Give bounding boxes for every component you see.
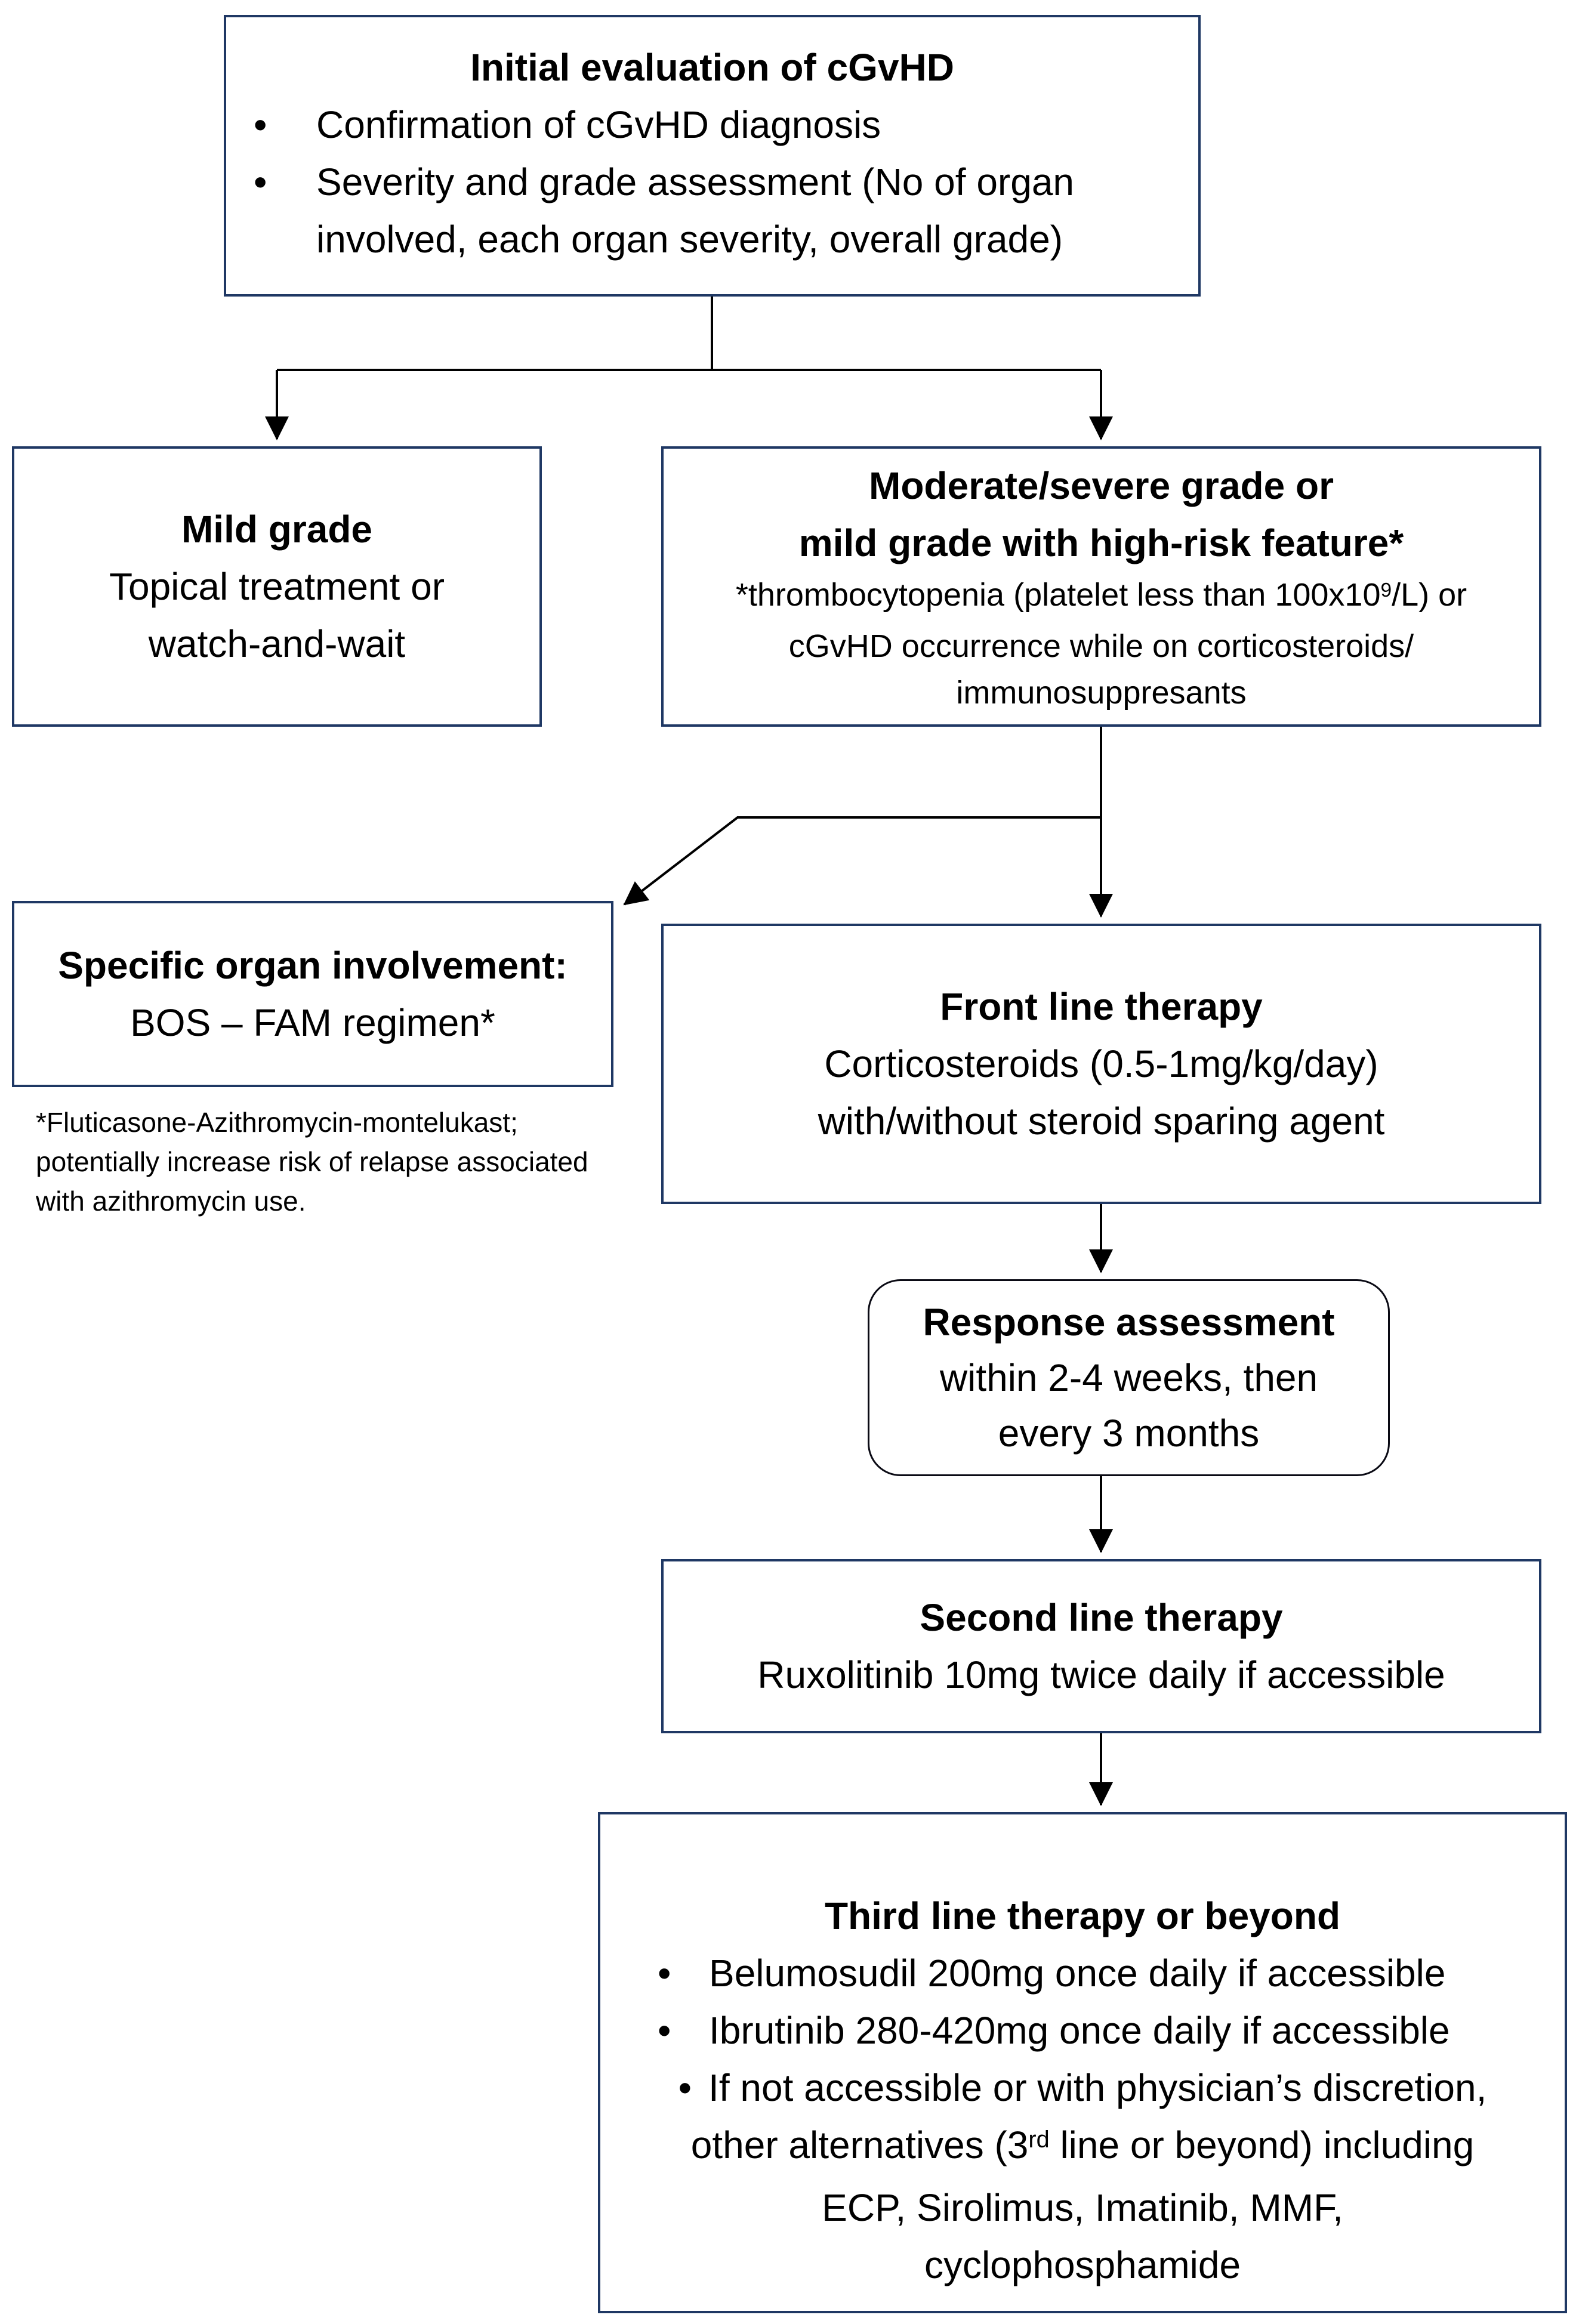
moderate-severe-box xyxy=(661,446,1541,727)
initial-evaluation-title: Initial evaluation of cGvHD xyxy=(470,46,954,89)
third-line-bullet-2 xyxy=(600,2002,1565,2059)
superscript-rd: rd xyxy=(1028,2127,1050,2153)
bullet-icon: • xyxy=(658,2009,671,2052)
specific-organ-title: Specific organ involvement: xyxy=(58,944,568,987)
specific-organ-box xyxy=(12,901,613,1087)
moderate-note xyxy=(687,572,1515,716)
third-line-therapy-box xyxy=(598,1812,1567,2313)
third-line-bullet-2-text: Ibrutinib 280-420mg once daily if accessible xyxy=(709,2009,1450,2052)
initial-evaluation-box xyxy=(224,15,1201,297)
bullet-icon: • xyxy=(678,2066,692,2109)
moderate-note-text-cont: /L) or cGvHD occurrence while on corticosteroids/ immunosuppresants xyxy=(788,577,1467,711)
second-line-therapy-box xyxy=(661,1559,1541,1733)
mild-grade-line-1: Topical treatment or xyxy=(109,565,445,608)
third-line-title: Third line therapy or beyond xyxy=(824,1894,1341,1937)
moderate-title-line-2: mild grade with high-risk feature* xyxy=(798,521,1404,564)
initial-bullet-1-text: Confirmation of cGvHD diagnosis xyxy=(316,103,881,146)
initial-bullet-2-text: Severity and grade assessment (No of organ involved, each organ severity, overall grade) xyxy=(316,161,1074,261)
mild-grade-line-2: watch-and-wait xyxy=(148,622,406,665)
bullet-icon: • xyxy=(254,161,267,203)
front-line-title: Front line therapy xyxy=(940,985,1263,1028)
second-line-title: Second line therapy xyxy=(920,1596,1283,1639)
front-line-line-2: with/without steroid sparing agent xyxy=(818,1100,1385,1143)
third-line-bullet-1 xyxy=(600,1945,1565,2002)
moderate-title-line-1: Moderate/severe grade or xyxy=(869,464,1334,507)
mild-grade-title: Mild grade xyxy=(181,508,373,551)
third-line-bullet-1-text: Belumosudil 200mg once daily if accessible xyxy=(709,1952,1446,1995)
response-line-2: every 3 months xyxy=(998,1411,1260,1455)
initial-bullet-2 xyxy=(250,153,1174,268)
bullet-icon: • xyxy=(254,103,267,146)
second-line-line: Ruxolitinib 10mg twice daily if accessible xyxy=(757,1653,1445,1696)
response-title: Response assessment xyxy=(923,1300,1335,1344)
front-line-therapy-box xyxy=(661,924,1541,1204)
initial-bullet-1 xyxy=(250,96,1174,153)
fam-regimen-footnote: *Fluticasone-Azithromycin-montelukast; potentially increase risk of relapse associated with azithromycin use. xyxy=(36,1107,588,1217)
mild-grade-box xyxy=(12,446,542,727)
moderate-note-text: *thrombocytopenia (platelet less than 100x10 xyxy=(735,577,1381,613)
third-line-bullet-3-text: If not accessible or with physician’s discretion, other alternatives (3 xyxy=(690,2066,1487,2166)
third-line-bullet-3-text-cont: line or beyond) including ECP, Sirolimus, Imatinib, MMF, cyclophosphamide xyxy=(822,2124,1475,2286)
bullet-icon: • xyxy=(658,1952,671,1995)
superscript-9: 9 xyxy=(1380,579,1392,601)
specific-organ-line: BOS – FAM regimen* xyxy=(130,1001,495,1044)
response-line-1: within 2-4 weeks, then xyxy=(939,1356,1318,1399)
third-line-bullet-3 xyxy=(665,2059,1500,2294)
front-line-line-1: Corticosteroids (0.5-1mg/kg/day) xyxy=(824,1042,1378,1085)
response-assessment-box xyxy=(868,1279,1390,1476)
